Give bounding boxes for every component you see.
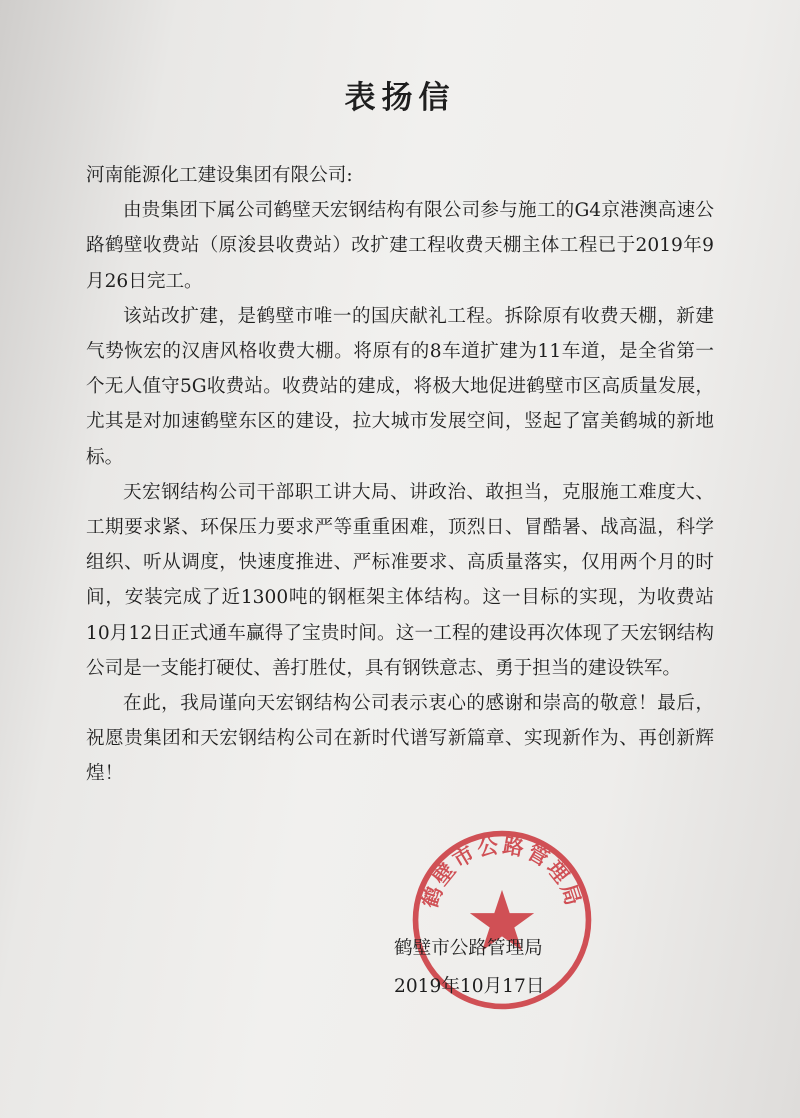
salutation: 河南能源化工建设集团有限公司: bbox=[86, 165, 353, 186]
letter-body bbox=[86, 158, 714, 792]
paragraph-4: 在此，我局谨向天宏钢结构公司表示衷心的感谢和崇高的敬意！最后，祝愿贵集团和天宏钢结构公司在新时代谱写新篇章、实现新作为、再创新辉煌！ bbox=[86, 693, 714, 785]
signature-block bbox=[394, 930, 634, 1006]
document-title: 表扬信 bbox=[344, 80, 456, 116]
paragraph-2: 该站改扩建，是鹤壁市唯一的国庆献礼工程。拆除原有收费天棚，新建气势恢宏的汉唐风格收费大棚。将原有的8车道扩建为11车道，是全省第一个无人值守5G收费站。收费站的建成，将极大地促进鹤壁市区高质量发展，尤其是对加速鹤壁东区的建设，拉大城市发展空间，竖起了富美鹤城的新地标。 bbox=[86, 305, 714, 468]
signature-organization: 鹤壁市公路管理局 bbox=[394, 938, 543, 959]
signature-date: 2019年10月17日 bbox=[394, 976, 545, 997]
seal-text: 鹤壁市公路管理局 bbox=[417, 833, 587, 911]
paragraph-1: 由贵集团下属公司鹤壁天宏钢结构有限公司参与施工的G4京港澳高速公路鹤壁收费站（原浚县收费站）改扩建工程收费天棚主体工程已于2019年9月26日完工。 bbox=[86, 200, 714, 292]
paragraph-3: 天宏钢结构公司干部职工讲大局、讲政治、敢担当，克服施工难度大、工期要求紧、环保压力要求严等重重困难，顶烈日、冒酷暑、战高温，科学组织、听从调度，快速度推进、严标准要求、高质量落实，仅用两个月的时间，安装完成了近1300吨的钢框架主体结构。这一目标的实现，为收费站10月12日正式通车赢得了宝贵时间。这一工程的建设再次体现了天宏钢结构公司是一支能打硬仗、善打胜仗，具有钢铁意志、勇于担当的建设铁军。 bbox=[86, 481, 714, 679]
